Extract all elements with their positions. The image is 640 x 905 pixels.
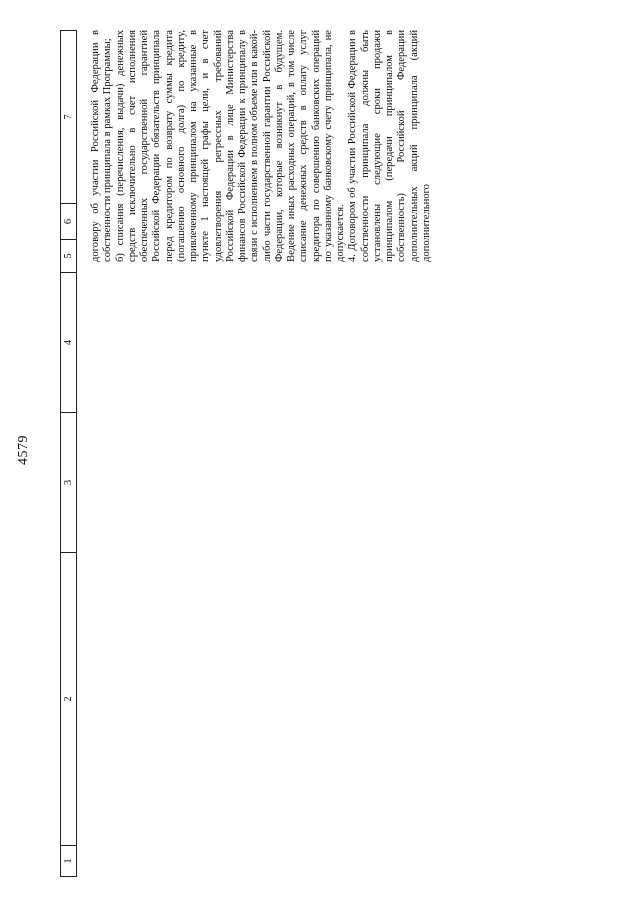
paragraph-continuation: договору об участии Российской Федерации в собственности принципала в рамках Программы;	[90, 30, 114, 262]
table-header-row	[60, 30, 77, 877]
header-col-6: 6	[61, 204, 76, 240]
header-col-4: 4	[61, 273, 76, 413]
column-7-text	[90, 30, 433, 262]
header-col-7: 7	[61, 31, 76, 204]
header-col-5: 5	[61, 240, 76, 273]
header-col-2: 2	[61, 553, 76, 846]
paragraph-4: 4. Договором об участии Российской Федерации в собственности принципала должны быть установлены следующие сроки продажи принципалом (передачи принципалом в собственность) Российской Федерации дополнительных акций принципала (акций дополнительного	[347, 30, 432, 262]
paragraph-b: б) списания (перечисления, выдачи) денежных средств исключительно в счет исполнения обеспеченных государственной гарантией Российской Федерации обязательств принципала перед кредитором по возврату суммы кредита (погашению основного долга) по кредиту, привлеченному принципалом на указанные в пункте 1 настоящей графы цели, и в счет удовлетворения регрессных требований Российской Федерации в лице Министерства финансов Российской Федерации к принципалу в связи с исполнением в полном объеме или в какой-либо части государственной гарантии Российской Федерации, которые возникнут в будущем. Ведение иных расходных операций, в том числе списание денежных средств в оплату услуг кредитора по совершению банковских операций по указанному банковскому счету принципала, не допускается.	[114, 30, 346, 262]
page-number: 4579	[16, 435, 31, 465]
header-col-3: 3	[61, 413, 76, 553]
header-col-1: 1	[63, 858, 74, 864]
table	[60, 30, 432, 877]
